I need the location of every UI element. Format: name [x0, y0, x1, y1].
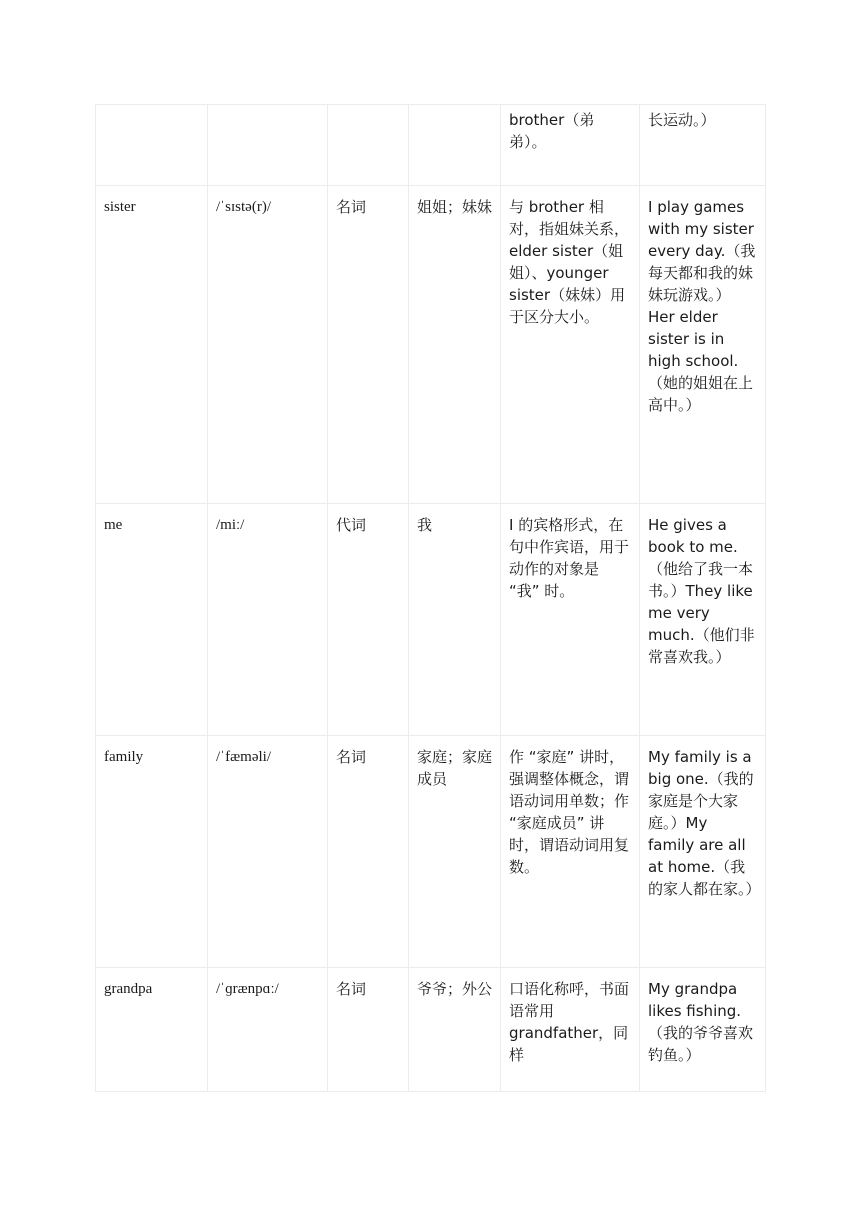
usage-cell: I 的宾格形式，在句中作宾语，用于动作的对象是 “我” 时。: [501, 504, 640, 736]
meaning-cell: [409, 105, 501, 186]
usage-cell: 与 brother 相对，指姐妹关系，elder sister（姐姐）、younger sister（妹妹）用于区分大小。: [501, 186, 640, 504]
word-cell: family: [96, 736, 208, 968]
meaning-cell: 爷爷；外公: [409, 968, 501, 1092]
example-cell: He gives a book to me.（他给了我一本书。）They like me very much.（他们非常喜欢我。）: [640, 504, 766, 736]
table-row: [96, 736, 766, 968]
example-cell: My family is a big one.（我的家庭是个大家庭。）My family are all at home.（我的家人都在家。）: [640, 736, 766, 968]
pos-cell: 名词: [328, 968, 409, 1092]
word-cell: me: [96, 504, 208, 736]
example-cell: 长运动。）: [640, 105, 766, 186]
phonetic-cell: /ˈsɪstə(r)/: [208, 186, 328, 504]
table-row: [96, 186, 766, 504]
meaning-cell: 我: [409, 504, 501, 736]
pos-cell: 代词: [328, 504, 409, 736]
meaning-cell: 姐姐；妹妹: [409, 186, 501, 504]
phonetic-cell: /ˈfæməli/: [208, 736, 328, 968]
pos-cell: 名词: [328, 736, 409, 968]
word-cell: sister: [96, 186, 208, 504]
example-cell: My grandpa likes fishing.（我的爷爷喜欢钓鱼。）: [640, 968, 766, 1092]
pos-cell: 名词: [328, 186, 409, 504]
usage-cell: 口语化称呼，书面语常用 grandfather，同样: [501, 968, 640, 1092]
pos-cell: [328, 105, 409, 186]
usage-cell: brother（弟弟）。: [501, 105, 640, 186]
phonetic-cell: /miː/: [208, 504, 328, 736]
usage-cell: 作 “家庭” 讲时，强调整体概念，谓语动词用单数；作 “家庭成员” 讲时，谓语动词用复数。: [501, 736, 640, 968]
phonetic-cell: [208, 105, 328, 186]
table-row: [96, 968, 766, 1092]
phonetic-cell: /ˈɡrænpɑː/: [208, 968, 328, 1092]
table-row-continuation: [96, 105, 766, 186]
vocabulary-table: [95, 104, 766, 1092]
word-cell: [96, 105, 208, 186]
example-cell: I play games with my sister every day.（我每天都和我的妹妹玩游戏。）Her elder sister is in high school.（她的姐姐在上高中。）: [640, 186, 766, 504]
table-row: [96, 504, 766, 736]
meaning-cell: 家庭；家庭成员: [409, 736, 501, 968]
word-cell: grandpa: [96, 968, 208, 1092]
